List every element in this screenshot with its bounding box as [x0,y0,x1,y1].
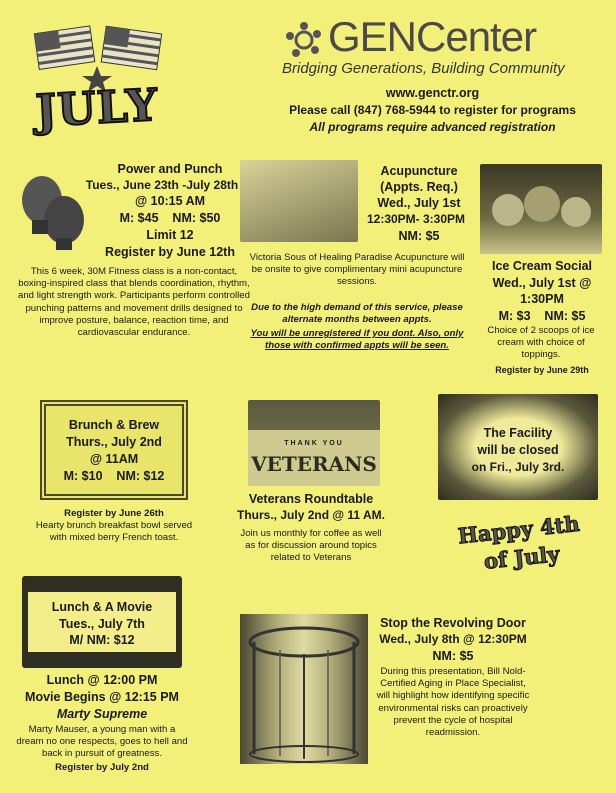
veterans-title: Veterans Roundtable [248,492,374,506]
veterans-banner [248,400,380,486]
acupuncture-time: 12:30PM- 3:30PM [366,212,466,226]
power-punch-dates: Tues., June 23th -July 28th [85,178,239,192]
veterans-banner-big: VETERANS [251,452,377,476]
brunch-desc: Hearty brunch breakfast bowl served with mixed berry French toast. [35,520,193,544]
movie-box-price: M/ NM: $12 [69,633,135,647]
movie-box-title: Lunch & A Movie [51,600,153,614]
movie-desc: Marty Mauser, a young man with a dream no one respects, goes to hell and back in pursuit of greatness. [16,724,188,760]
ice-cream-date: Wed., July 1st @ [492,276,592,290]
revolving-date: Wed., July 8th @ 12:30PM [379,632,527,646]
revolving-door-icon [240,614,368,764]
power-punch-register: Register by June 12th [105,245,235,259]
power-punch-title: Power and Punch [117,162,223,176]
acupuncture-sub: (Appts. Req.) [380,180,458,194]
ice-cream-price: M: $3 NM: $5 [498,309,586,323]
movie-lunch: Lunch @ 12:00 PM [46,673,158,687]
ice-cream-icon [480,164,602,254]
gencenter-logo [282,12,592,64]
website: www.genctr.org [385,86,480,100]
ice-cream-title: Ice Cream Social [491,259,593,273]
revolving-price: NM: $5 [432,649,474,663]
veterans-date: Thurs., July 2nd @ 11 AM. [237,508,385,522]
ice-cream-desc: Choice of 2 scoops of ice cream with choice of toppings. [487,325,595,361]
brunch-price: M: $10 NM: $12 [63,469,165,483]
closed-line3: on Fri., July 3rd. [471,460,565,474]
gencenter-swirl-icon [282,18,326,62]
acupuncture-warning: Due to the high demand of this service, please alternate months between appts. [251,302,463,326]
brunch-time: @ 11AM [89,452,139,466]
movie-box-date: Tues., July 7th [59,617,145,631]
org-name: GENCenter [328,13,537,60]
revolving-title: Stop the Revolving Door [380,616,526,630]
power-punch-desc: This 6 week, 30M Fitness class is a non-contact, boxing-inspired class that blends coordination, rhythm, and light strength work. Participants perform controlled punching patterns and movement drills designed to improve posture, balance, reaction time, and cardiovascular endurance. [18,266,250,339]
closed-line1: The Facility [483,426,553,440]
power-punch-time: @ 10:15 AM [134,194,206,208]
veterans-banner-small: THANK YOU [284,440,344,447]
revolving-desc: During this presentation, Bill Nold-Certified Aging in Place Specialist, will highlight how identifying specific environmental risks can proactively prevent the cycle of hospital readmission. [376,666,530,739]
acupuncture-desc: Victoria Sous of Healing Paradise Acupuncture will be onsite to give complimentary mini acupuncture sessions. [249,252,465,288]
ice-cream-image [480,164,602,254]
revolving-door-image [240,614,368,764]
brunch-frame [40,400,188,500]
acupuncture-date: Wed., July 1st [377,196,461,210]
acupuncture-price: NM: $5 [398,229,440,243]
movie-film: Marty Supreme [56,707,148,721]
acupuncture-title: Acupuncture [380,164,458,178]
acupuncture-image [240,160,358,242]
movie-begins: Movie Begins @ 12:15 PM [25,690,179,704]
happy-4th-graphic: Happy 4th of July [456,510,581,574]
veterans-desc: Join us monthly for coffee as well as for discussion around topics related to Veterans [240,528,382,564]
brunch-register: Register by June 26th [64,508,164,519]
brunch-title: Brunch & Brew [68,418,160,432]
brunch-date: Thurs., July 2nd [66,435,162,449]
ice-cream-register: Register by June 29th [495,365,589,375]
power-punch-price: M: $45 NM: $50 [119,211,221,225]
ice-cream-time: 1:30PM [520,292,564,306]
closed-line2: will be closed [477,443,559,457]
power-punch-limit: Limit 12 [146,228,194,242]
registration-note: All programs require advanced registration [309,120,556,134]
phone-line: Please call (847) 768-5944 to register for programs [289,103,576,117]
july-title: JULY [34,79,160,138]
movie-register: Register by July 2nd [55,762,149,773]
tagline: Bridging Generations, Building Community [282,60,565,77]
july-logo [22,14,172,142]
acupuncture-unregistered: You will be unregistered if you dont. Also, only those with confirmed appts will be seen. [250,328,464,352]
